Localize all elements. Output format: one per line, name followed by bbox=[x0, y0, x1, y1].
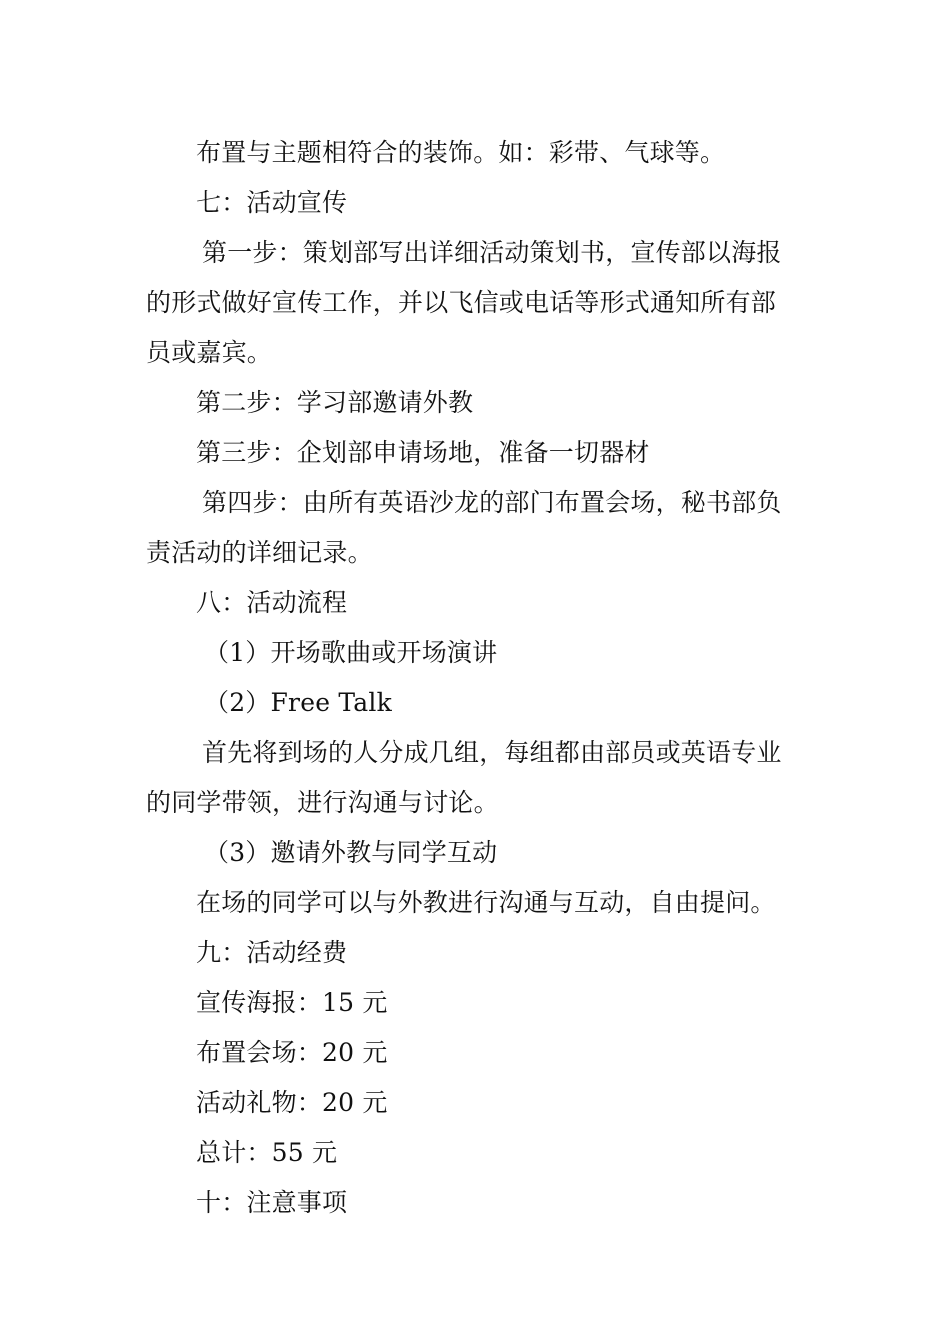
step-one-line-1: 第一步：策划部写出详细活动策划书，宣传部以海报 bbox=[202, 238, 782, 267]
step-four-line-1: 第四步：由所有英语沙龙的部门布置会场，秘书部负 bbox=[202, 488, 782, 517]
budget-item-gifts: 活动礼物：20 元 bbox=[196, 1088, 388, 1117]
budget-item-venue: 布置会场：20 元 bbox=[196, 1038, 388, 1067]
process-item-2: （2）Free Talk bbox=[204, 688, 392, 717]
section-heading-promotion: 七：活动宣传 bbox=[196, 188, 348, 217]
paragraph-decoration: 布置与主题相符合的装饰。如：彩带、气球等。 bbox=[196, 138, 726, 167]
section-heading-process: 八：活动流程 bbox=[196, 588, 348, 617]
step-three: 第三步：企划部申请场地，准备一切器材 bbox=[196, 438, 650, 467]
step-two: 第二步：学习部邀请外教 bbox=[196, 388, 474, 417]
process-item-1: （1）开场歌曲或开场演讲 bbox=[204, 638, 498, 667]
section-heading-budget: 九：活动经费 bbox=[196, 938, 348, 967]
section-heading-notes: 十：注意事项 bbox=[196, 1188, 348, 1217]
step-one-line-3: 员或嘉宾。 bbox=[146, 338, 273, 367]
free-talk-desc-line-2: 的同学带领，进行沟通与讨论。 bbox=[146, 788, 499, 817]
budget-total: 总计：55 元 bbox=[196, 1138, 338, 1167]
process-item-3: （3）邀请外教与同学互动 bbox=[204, 838, 498, 867]
step-four-line-2: 责活动的详细记录。 bbox=[146, 538, 373, 567]
step-one-line-2: 的形式做好宣传工作，并以飞信或电话等形式通知所有部 bbox=[146, 288, 777, 317]
budget-item-poster: 宣传海报：15 元 bbox=[196, 988, 388, 1017]
free-talk-desc-line-1: 首先将到场的人分成几组，每组都由部员或英语专业 bbox=[202, 738, 782, 767]
interaction-desc: 在场的同学可以与外教进行沟通与互动，自由提问。 bbox=[196, 888, 776, 917]
document-body bbox=[146, 128, 810, 1228]
